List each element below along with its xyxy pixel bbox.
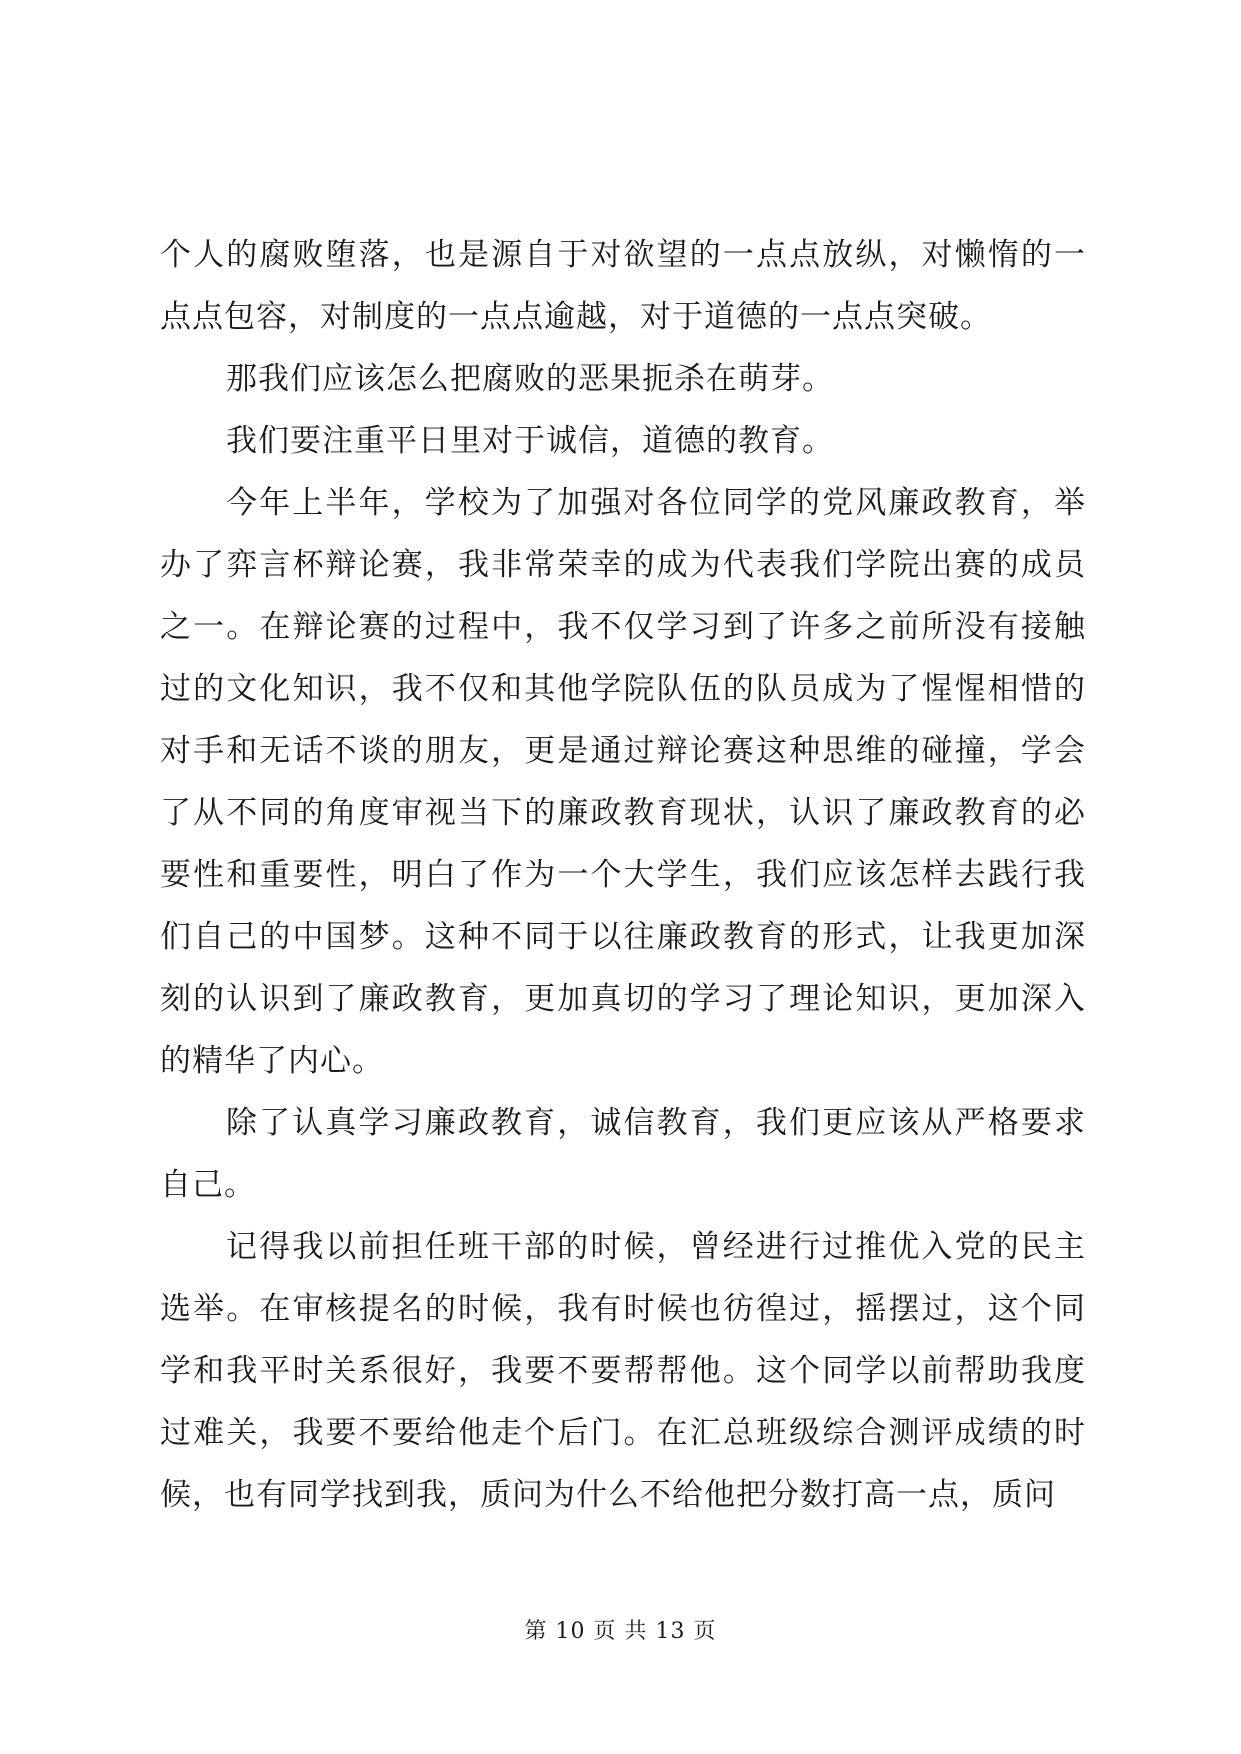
paragraph-2: 那我们应该怎么把腐败的恶果扼杀在萌芽。: [226, 361, 834, 397]
paragraph-4: 今年上半年，学校为了加强对各位同学的党风廉政教育，举办了弈言杯辩论赛，我非常荣幸的成为代表我们学院出赛的成员之一。在辩论赛的过程中，我不仅学习到了许多之前所没有接触过的文化知识，我不仅和其他学院队伍的队员成为了惺惺相惜的对手和无话不谈的朋友，更是通过辩论赛这种思维的碰撞，学会了从不同的角度审视当下的廉政教育现状，认识了廉政教育的必要性和重要性，明白了作为一个大学生，我们应该怎样去践行我们自己的中国梦。这种不同于以往廉政教育的形式，让我更加深刻的认识到了廉政教育，更加真切的学习了理论知识，更加深入的精华了内心。: [160, 485, 1086, 1079]
paragraph-5: 除了认真学习廉政教育，诚信教育，我们更应该从严格要求自己。: [160, 1105, 1086, 1203]
document-body: [160, 224, 1086, 1526]
paragraph-1: 个人的腐败堕落，也是源自于对欲望的一点点放纵，对懒惰的一点点包容，对制度的一点点逾越，对于道德的一点点突破。: [160, 237, 1086, 335]
page-number-footer: 第 10 页 共 13 页: [524, 1619, 717, 1644]
paragraph-6: 记得我以前担任班干部的时候，曾经进行过推优入党的民主选举。在审核提名的时候，我有时候也彷徨过，摇摆过，这个同学和我平时关系很好，我要不要帮帮他。这个同学以前帮助我度过难关，我要不要给他走个后门。在汇总班级综合测评成绩的时候，也有同学找到我，质问为什么不给他把分数打高一点，质问: [160, 1229, 1086, 1513]
paragraph-3: 我们要注重平日里对于诚信，道德的教育。: [226, 423, 834, 459]
